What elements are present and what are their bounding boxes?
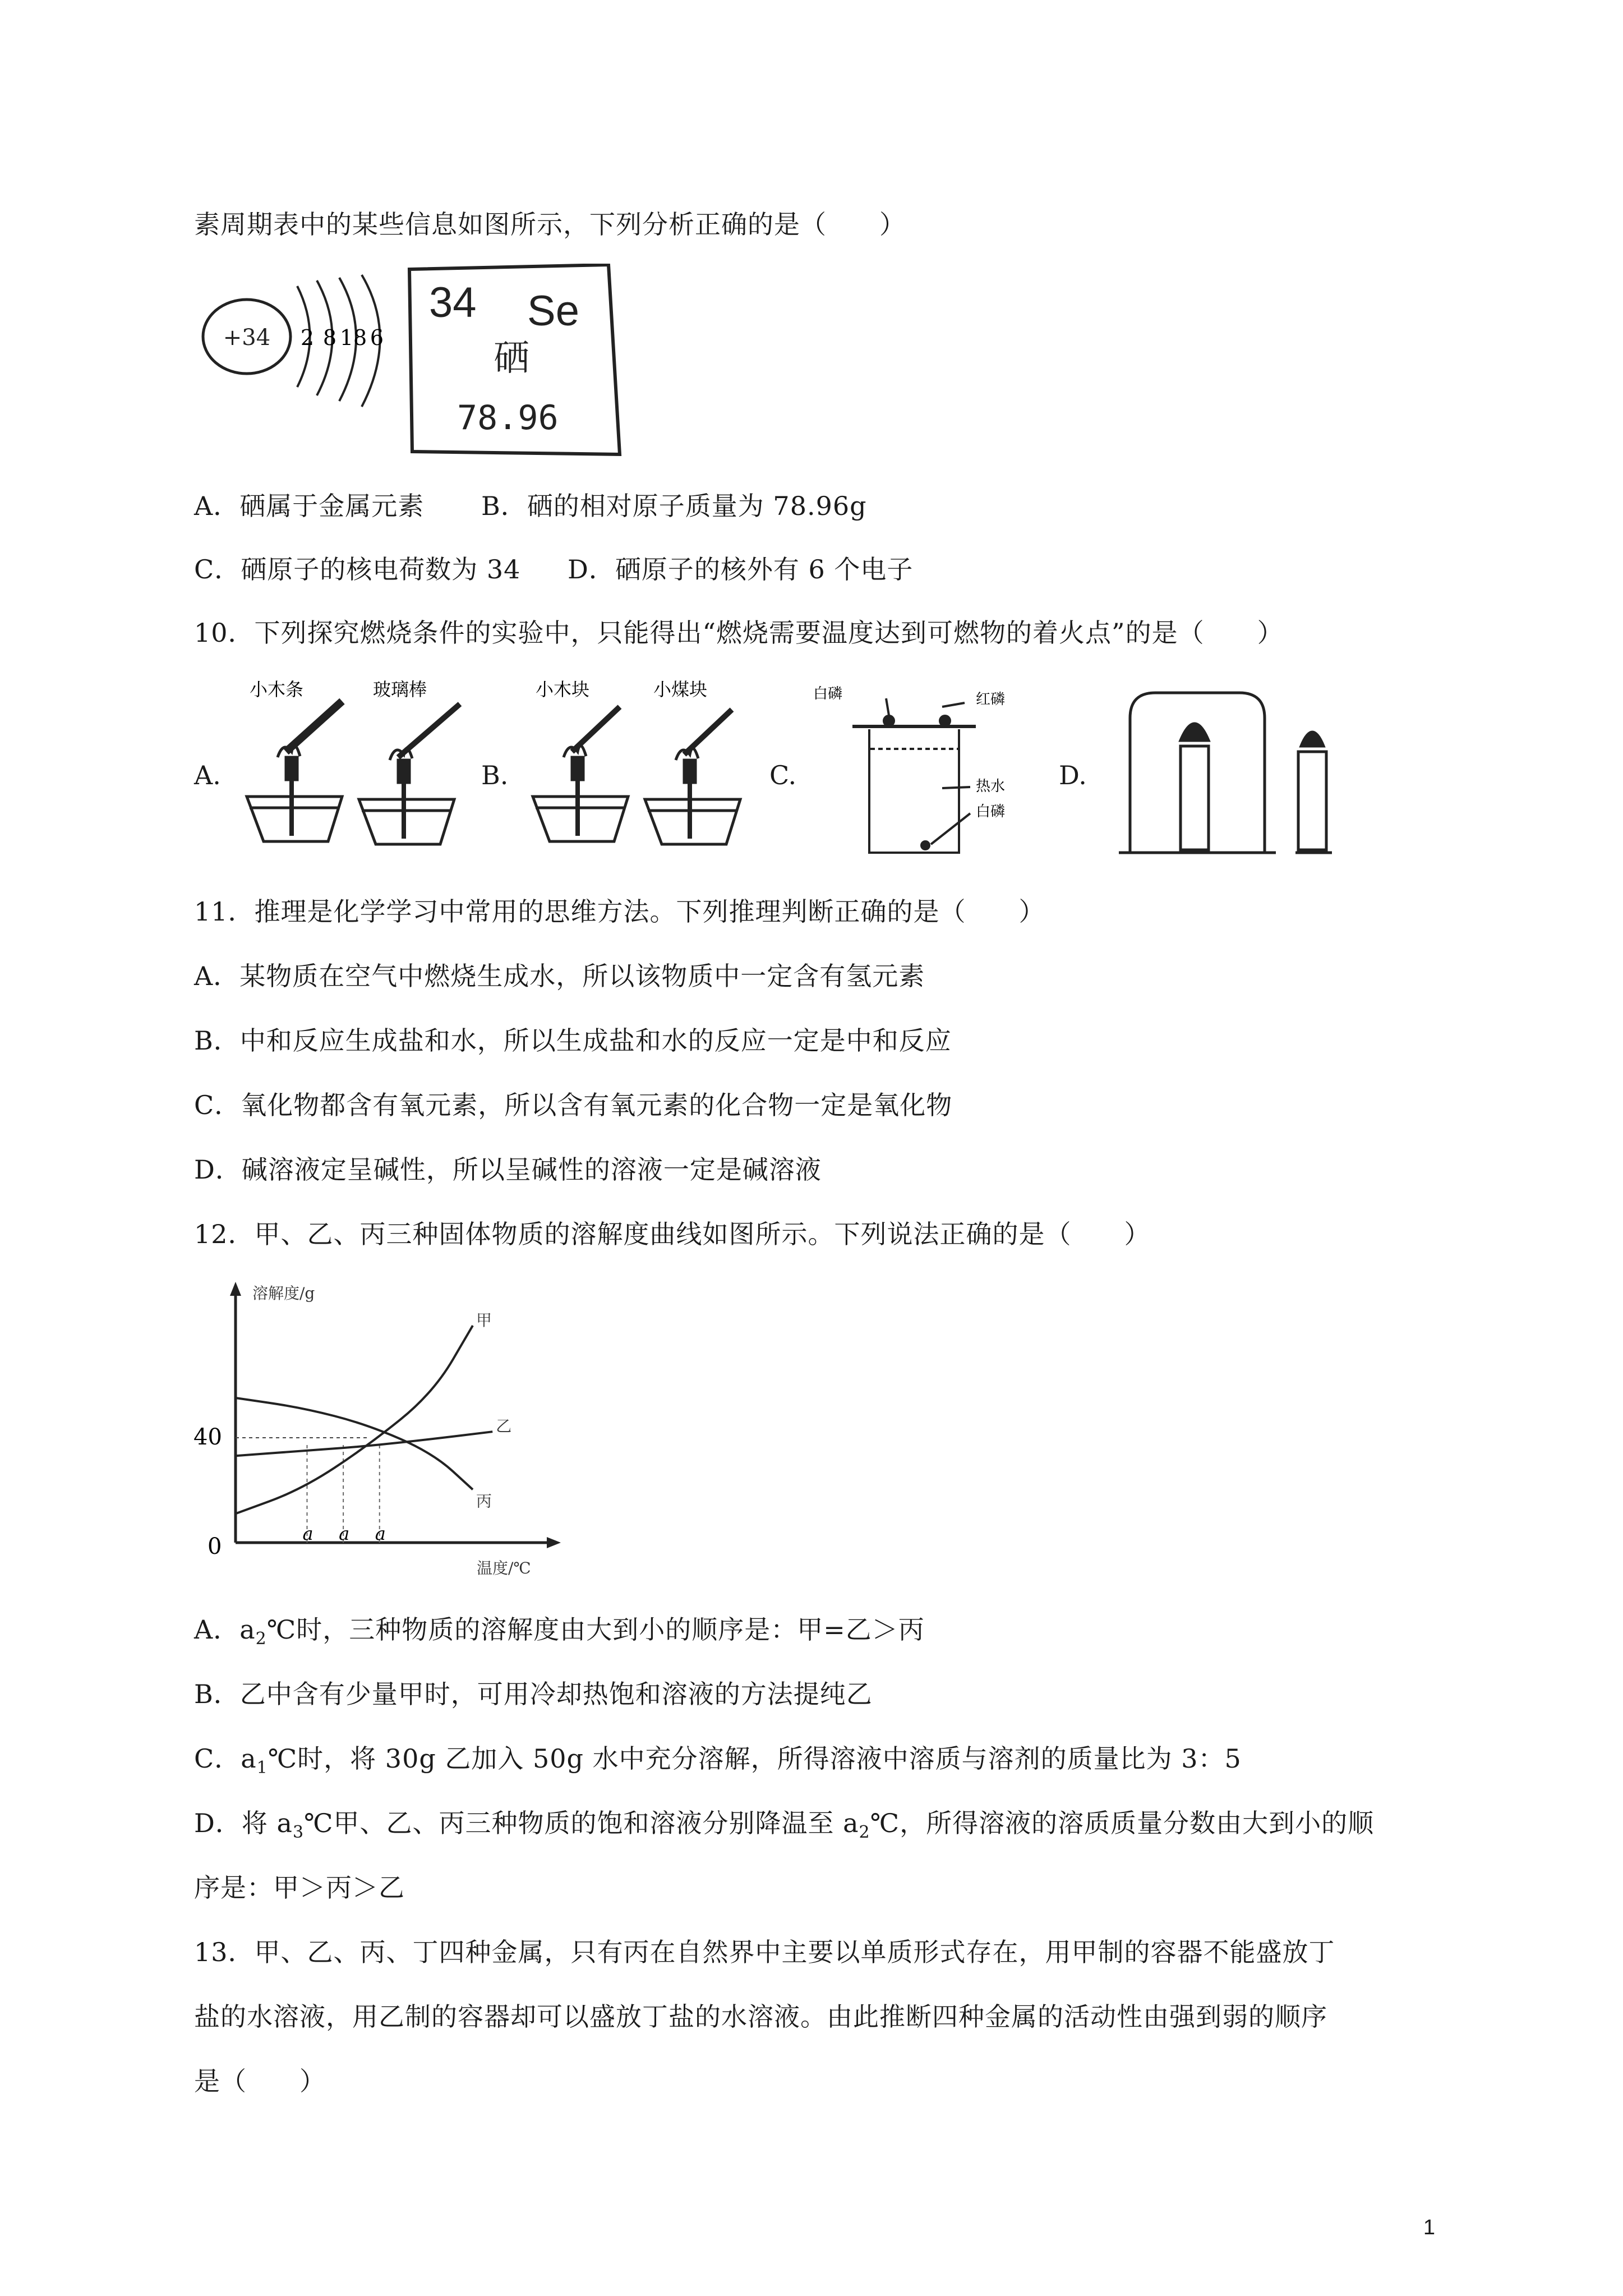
q10-figure-d xyxy=(1119,684,1354,858)
q12-option-a: A．$a_2℃$时，三种物质的溶解度由大到小的顺序是：甲=乙＞丙 xyxy=(194,1614,925,1649)
q9-option-a: A．硒属于金属元素 xyxy=(194,491,425,521)
q13-line1: 13．甲、乙、丙、丁四种金属，只有丙在自然界中主要以单质形式存在，用甲制的容器不能盛放丁 xyxy=(194,1937,1335,1967)
shell-1: 2 xyxy=(300,325,315,350)
label-hot-water: 热水 xyxy=(976,778,1006,795)
label-red-p: 红磷 xyxy=(976,691,1006,708)
q10-figure-b xyxy=(530,673,754,858)
series-甲-label: 甲 xyxy=(476,1311,492,1329)
element-symbol: Se xyxy=(527,287,579,335)
page-number: 1 xyxy=(1423,2216,1435,2239)
x-axis-label: 温度/℃ xyxy=(477,1559,531,1577)
q9-option-b: B．硒的相对原子质量为 78.96g xyxy=(481,491,867,521)
q11-option-d: D．碱溶液定呈碱性，所以呈碱性的溶液一定是碱溶液 xyxy=(194,1154,822,1185)
nucleus-charge: +34 xyxy=(223,325,271,351)
atomic-mass: 78.96 xyxy=(457,398,559,438)
x-tick-3: a xyxy=(375,1523,386,1544)
label-white-p-bottom: 白磷 xyxy=(976,803,1006,820)
label-small-block: 小木块 xyxy=(536,679,590,700)
label-small-coal: 小煤块 xyxy=(653,679,708,700)
q11-option-b: B．中和反应生成盐和水，所以生成盐和水的反应一定是中和反应 xyxy=(194,1025,952,1056)
shell-3: 18 xyxy=(339,325,367,350)
q10-label-c: C. xyxy=(769,760,797,790)
x-tick-2: a xyxy=(339,1523,350,1544)
q9-option-d: D．硒原子的核外有 6 个电子 xyxy=(568,554,914,585)
series-乙-line xyxy=(236,1432,492,1456)
q12-option-d: D．将 $a_3℃$甲、乙、丙三种物质的饱和溶液分别降温至 $a_2℃$，所得溶液的溶质质量分数由大到小的顺 xyxy=(194,1808,1375,1843)
series-乙-label: 乙 xyxy=(496,1417,512,1436)
q12-option-c: C．$a_1℃$时，将 30g 乙加入 50g 水中充分溶解，所得溶液中溶质与溶剂的质量比为 3：5 xyxy=(194,1743,1242,1778)
q9-option-c: C．硒原子的核电荷数为 34 xyxy=(194,554,521,585)
q12-option-d-cont: 序是：甲＞丙＞乙 xyxy=(194,1872,405,1903)
chart-axes xyxy=(230,1282,561,1548)
q9-stem: 素周期表中的某些信息如图所示，下列分析正确的是（ ） xyxy=(194,209,906,240)
y-tick-0: 0 xyxy=(208,1534,222,1559)
label-glass-rod: 玻璃棒 xyxy=(373,679,427,700)
q10-label-b: B. xyxy=(481,760,509,790)
series-丙-label: 丙 xyxy=(476,1492,492,1511)
y-tick-40: 40 xyxy=(193,1424,222,1450)
atomic-number: 34 xyxy=(429,279,477,326)
shell-4: 6 xyxy=(370,325,384,350)
selenium-figure xyxy=(191,264,651,466)
y-axis-label: 溶解度/g xyxy=(252,1284,315,1303)
shell-2: 8 xyxy=(322,325,337,350)
solubility-chart xyxy=(185,1279,578,1593)
q13-line3: 是（ ） xyxy=(194,2066,326,2096)
series-甲-line xyxy=(236,1326,473,1513)
label-small-stick: 小木条 xyxy=(250,679,304,700)
label-white-p-top: 白磷 xyxy=(813,685,843,702)
q12-stem: 12．甲、乙、丙三种固体物质的溶解度曲线如图所示。下列说法正确的是（ ） xyxy=(194,1219,1151,1249)
series-丙-line xyxy=(236,1398,473,1489)
q10-label-d: D. xyxy=(1059,760,1087,790)
q11-option-c: C．氧化物都含有氧元素，所以含有氧元素的化合物一定是氧化物 xyxy=(194,1090,953,1120)
x-tick-1: a xyxy=(302,1523,313,1544)
q10-figure-a xyxy=(238,673,474,858)
q11-stem: 11．推理是化学学习中常用的思维方法。下列推理判断正确的是（ ） xyxy=(194,896,1045,927)
q13-line2: 盐的水溶液，用乙制的容器却可以盛放丁盐的水溶液。由此推断四种金属的活动性由强到弱的顺序 xyxy=(194,2001,1327,2032)
element-name: 硒 xyxy=(494,338,529,379)
q10-stem: 10．下列探究燃烧条件的实验中，只能得出“燃烧需要温度达到可燃物的着火点”的是（ ） xyxy=(194,618,1284,648)
q11-option-a: A．某物质在空气中燃烧生成水，所以该物质中一定含有氢元素 xyxy=(194,961,925,991)
q10-figure-c xyxy=(808,682,1032,861)
q10-label-a: A. xyxy=(194,760,221,790)
q12-option-b: B．乙中含有少量甲时，可用冷却热饱和溶液的方法提纯乙 xyxy=(194,1679,873,1709)
